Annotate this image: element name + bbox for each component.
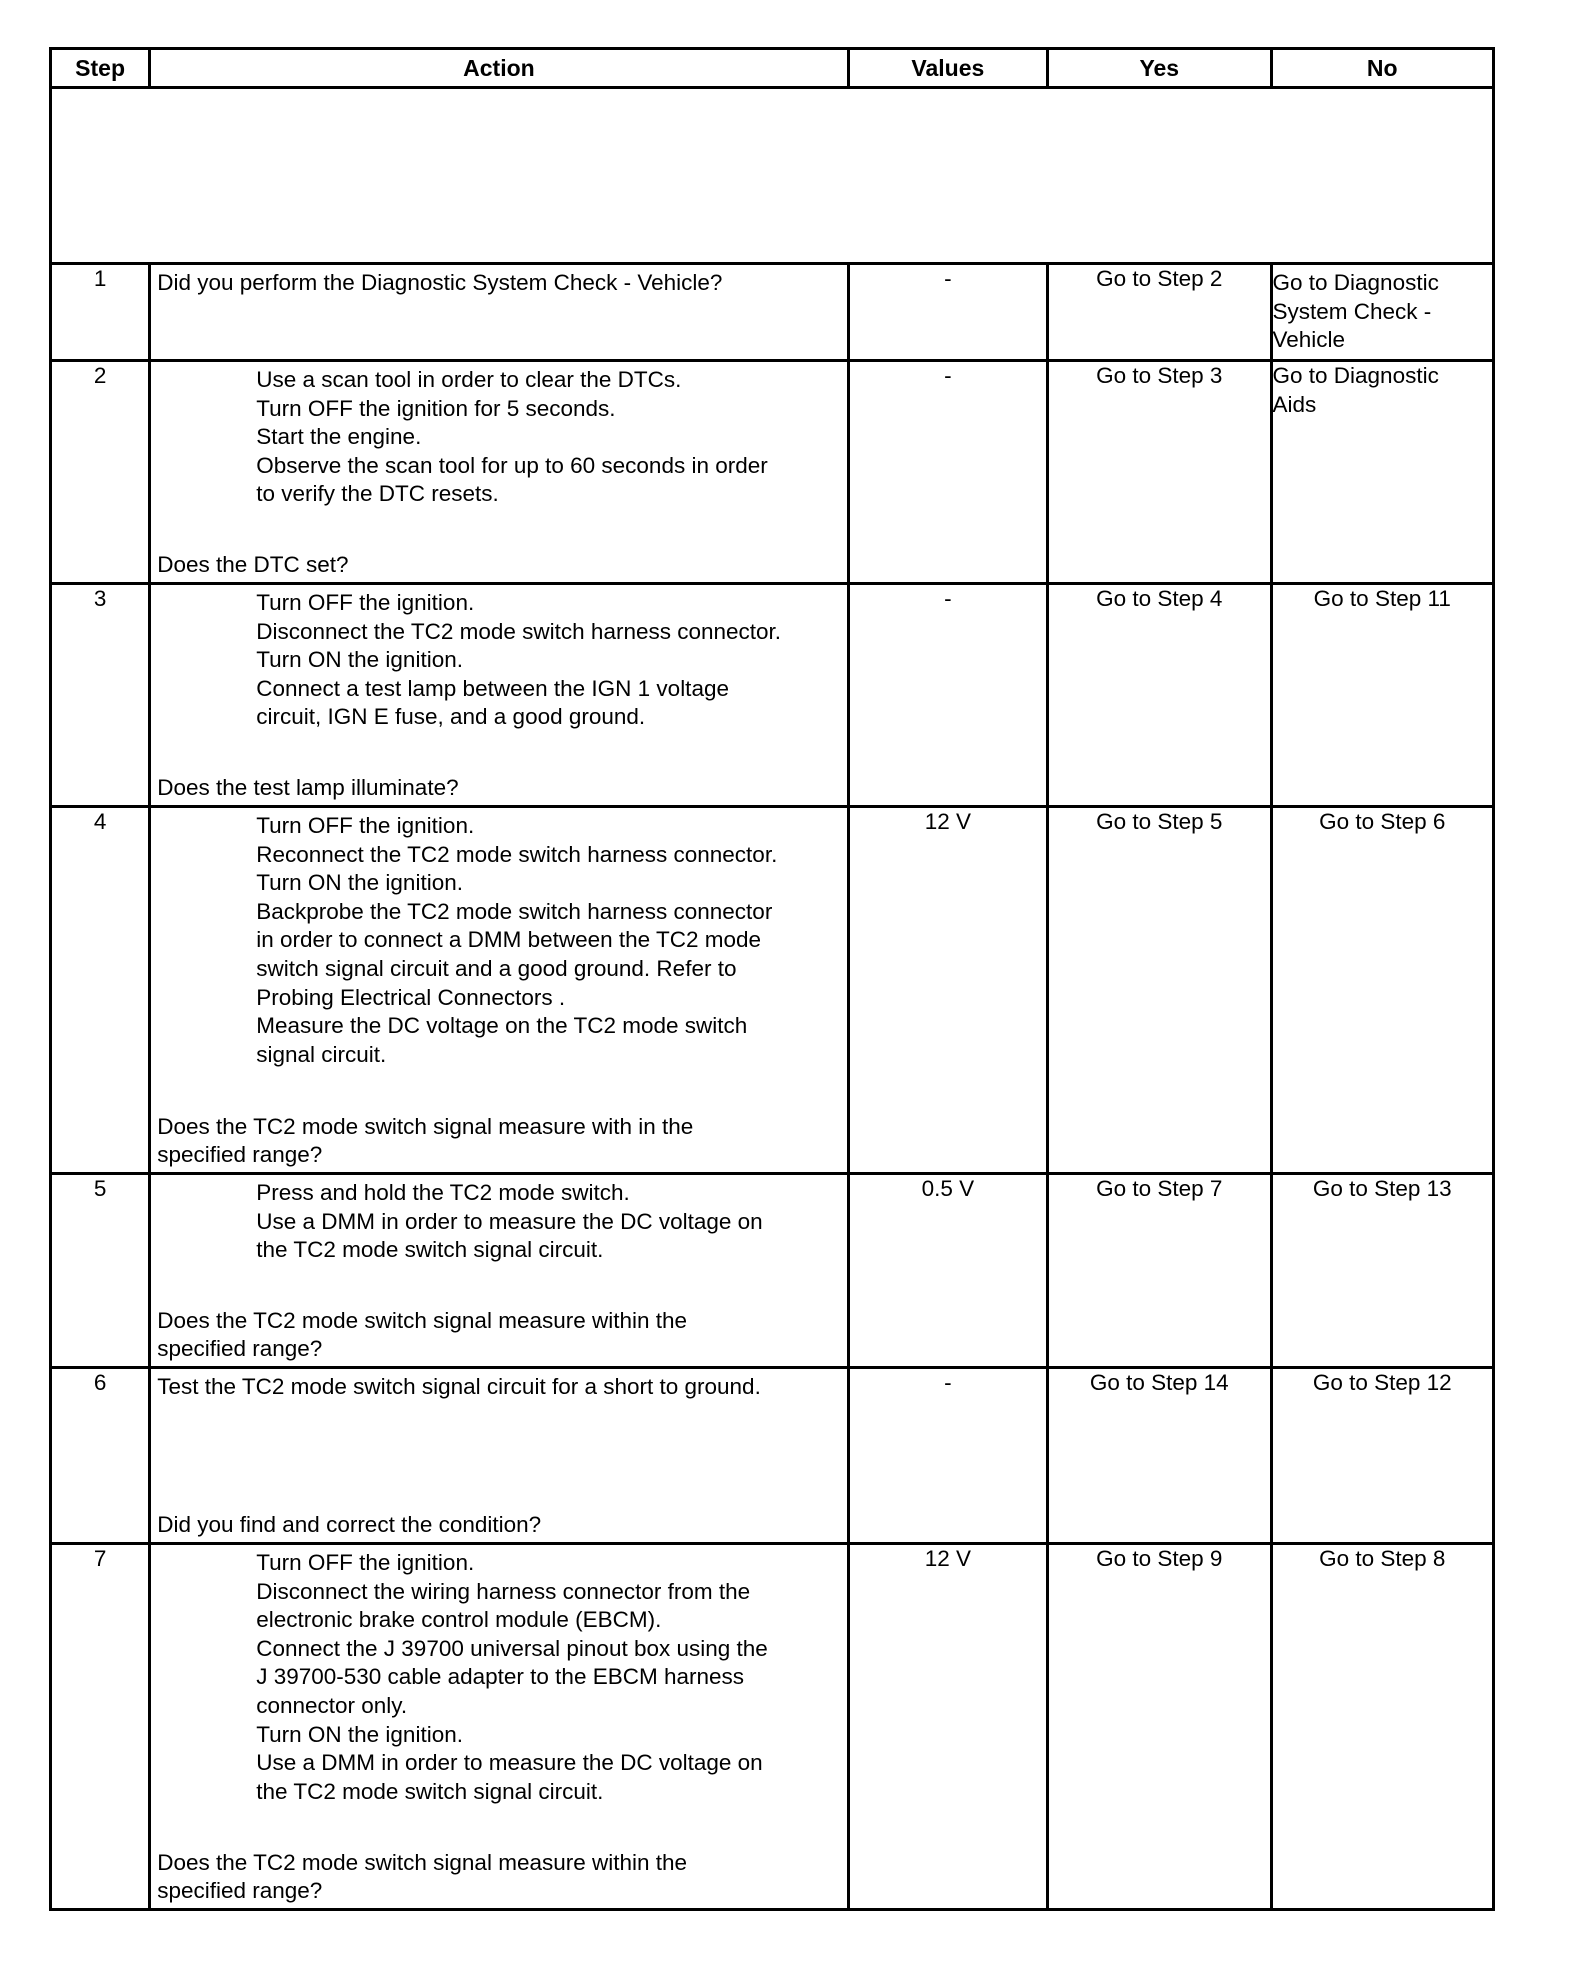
- action-cell: [150, 584, 848, 807]
- instruction-line: Turn ON the ignition.: [256, 870, 463, 896]
- blank-intro-row: [51, 88, 1494, 264]
- instruction-line: Measure the DC voltage on the TC2 mode switch: [256, 1013, 748, 1039]
- question-line: Did you find and correct the condition?: [157, 1512, 542, 1538]
- instruction-line: Turn OFF the ignition.: [256, 813, 475, 838]
- instruction-line: Press and hold the TC2 mode switch.: [256, 1180, 630, 1205]
- instruction-line: electronic brake control module (EBCM).: [256, 1607, 662, 1633]
- table-row: [51, 807, 1494, 1174]
- action-cell: [150, 1368, 848, 1544]
- table-row: [51, 361, 1494, 584]
- table-row: [51, 264, 1494, 361]
- no-line: Go to Step 13: [1312, 1176, 1452, 1201]
- no-line: Go to Step 6: [1319, 809, 1446, 834]
- instruction-line: Turn OFF the ignition for 5 seconds.: [256, 395, 616, 421]
- instruction-line: J 39700-530 cable adapter to the EBCM harness: [256, 1664, 745, 1690]
- instruction-line: Turn ON the ignition.: [256, 1721, 463, 1747]
- no-line: System Check -: [1272, 298, 1432, 324]
- blank-intro-cell: [51, 88, 1494, 264]
- instruction-line: Turn OFF the ignition.: [256, 1550, 475, 1575]
- instruction-line: connector only.: [256, 1692, 408, 1718]
- action-cell: [150, 807, 848, 1174]
- step-number: 2: [51, 361, 150, 584]
- instruction-line: Backprobe the TC2 mode switch harness connector: [256, 898, 773, 924]
- question-line: Does the DTC set?: [157, 552, 349, 578]
- instruction-line: Use a DMM in order to measure the DC voltage on: [256, 1208, 763, 1234]
- instruction-list: [157, 1179, 840, 1265]
- question: [157, 1113, 840, 1170]
- no-line: Go to Step 12: [1312, 1370, 1452, 1395]
- instruction-line: Start the engine.: [256, 424, 422, 450]
- header-yes: Yes: [1048, 49, 1271, 88]
- yes-cell: Go to Step 2: [1048, 264, 1271, 361]
- values-cell: 0.5 V: [848, 1174, 1047, 1368]
- instruction-line: the TC2 mode switch signal circuit.: [256, 1778, 604, 1804]
- yes-cell: Go to Step 7: [1048, 1174, 1271, 1368]
- step-number: 4: [51, 807, 150, 1174]
- no-line: Go to Step 8: [1319, 1546, 1446, 1571]
- instruction-list: [157, 589, 840, 732]
- instruction-line: signal circuit.: [256, 1041, 387, 1067]
- yes-cell: Go to Step 9: [1048, 1544, 1271, 1910]
- no-cell: [1271, 1544, 1494, 1910]
- question: [157, 1307, 840, 1364]
- question-line: specified range?: [157, 1878, 323, 1904]
- question: [157, 774, 840, 803]
- values-cell: -: [848, 584, 1047, 807]
- instruction-line: Use a scan tool in order to clear the DTCs.: [256, 367, 682, 392]
- yes-cell: Go to Step 5: [1048, 807, 1271, 1174]
- values-cell: -: [848, 1368, 1047, 1544]
- no-cell: [1271, 1368, 1494, 1544]
- question-line: Does the TC2 mode switch signal measure with in the: [157, 1113, 694, 1139]
- step-number: 3: [51, 584, 150, 807]
- instruction-line: Disconnect the TC2 mode switch harness connector.: [256, 618, 782, 644]
- table-row: [51, 1174, 1494, 1368]
- header-row: [51, 49, 1494, 88]
- instruction-line: circuit, IGN E fuse, and a good ground.: [256, 704, 646, 730]
- action-cell: [150, 361, 848, 584]
- no-cell: [1271, 807, 1494, 1174]
- no-line: Vehicle: [1272, 327, 1346, 353]
- instruction-list: [157, 1549, 840, 1806]
- question: [157, 1511, 840, 1540]
- instruction-line: in order to connect a DMM between the TC2 mode: [256, 927, 762, 953]
- action-cell: [150, 1174, 848, 1368]
- values-cell: 12 V: [848, 1544, 1047, 1910]
- instruction-line: Connect a test lamp between the IGN 1 voltage: [256, 675, 729, 701]
- instruction-line: Observe the scan tool for up to 60 seconds in order: [256, 452, 768, 478]
- diagnostic-table: [49, 47, 1495, 1911]
- instruction-line: Use a DMM in order to measure the DC voltage on: [256, 1750, 763, 1776]
- no-line: Go to Diagnostic: [1272, 270, 1439, 295]
- step-number: 6: [51, 1368, 150, 1544]
- instruction-list: [157, 812, 840, 1069]
- instruction-line: switch signal circuit and a good ground. Refer to: [256, 955, 737, 981]
- instruction-line: Turn OFF the ignition.: [256, 590, 475, 615]
- yes-cell: Go to Step 3: [1048, 361, 1271, 584]
- question: [157, 1849, 840, 1906]
- no-line: Go to Diagnostic: [1272, 363, 1439, 388]
- values-cell: -: [848, 361, 1047, 584]
- values-cell: -: [848, 264, 1047, 361]
- question-line: specified range?: [157, 1336, 323, 1362]
- action-cell: [150, 264, 848, 361]
- instruction-line: Reconnect the TC2 mode switch harness connector.: [256, 841, 778, 867]
- header-values: Values: [848, 49, 1047, 88]
- yes-cell: Go to Step 4: [1048, 584, 1271, 807]
- instruction-line: Connect the J 39700 universal pinout box using the: [256, 1635, 768, 1661]
- instruction-line: Disconnect the wiring harness connector from the: [256, 1578, 751, 1604]
- instruction-line: the TC2 mode switch signal circuit.: [256, 1237, 604, 1263]
- table-row: [51, 1544, 1494, 1910]
- no-line: Go to Step 11: [1313, 586, 1451, 611]
- instruction-line: to verify the DTC resets.: [256, 481, 499, 507]
- table-row: [51, 584, 1494, 807]
- no-cell: [1271, 584, 1494, 807]
- yes-cell: Go to Step 14: [1048, 1368, 1271, 1544]
- question-line: Does the TC2 mode switch signal measure within the: [157, 1307, 688, 1333]
- question-line: Does the test lamp illuminate?: [157, 775, 459, 801]
- header-no: No: [1271, 49, 1494, 88]
- no-cell: [1271, 264, 1494, 361]
- step-number: 7: [51, 1544, 150, 1910]
- step-number: 1: [51, 264, 150, 361]
- instruction-line: Turn ON the ignition.: [256, 647, 463, 673]
- action-cell: [150, 1544, 848, 1910]
- action-text: Test the TC2 mode switch signal circuit for a short to ground.: [157, 1374, 761, 1399]
- no-line: Aids: [1272, 391, 1317, 417]
- question-line: Does the TC2 mode switch signal measure within the: [157, 1849, 688, 1875]
- no-cell: [1271, 1174, 1494, 1368]
- question: [157, 551, 840, 580]
- no-cell: [1271, 361, 1494, 584]
- header-step: Step: [51, 49, 150, 88]
- instruction-line: Probing Electrical Connectors .: [256, 984, 566, 1010]
- step-number: 5: [51, 1174, 150, 1368]
- instruction-list: [157, 366, 840, 509]
- header-action: Action: [150, 49, 848, 88]
- table-row: [51, 1368, 1494, 1544]
- values-cell: 12 V: [848, 807, 1047, 1174]
- action-text: Did you perform the Diagnostic System Check - Vehicle?: [157, 270, 723, 295]
- question-line: specified range?: [157, 1142, 323, 1168]
